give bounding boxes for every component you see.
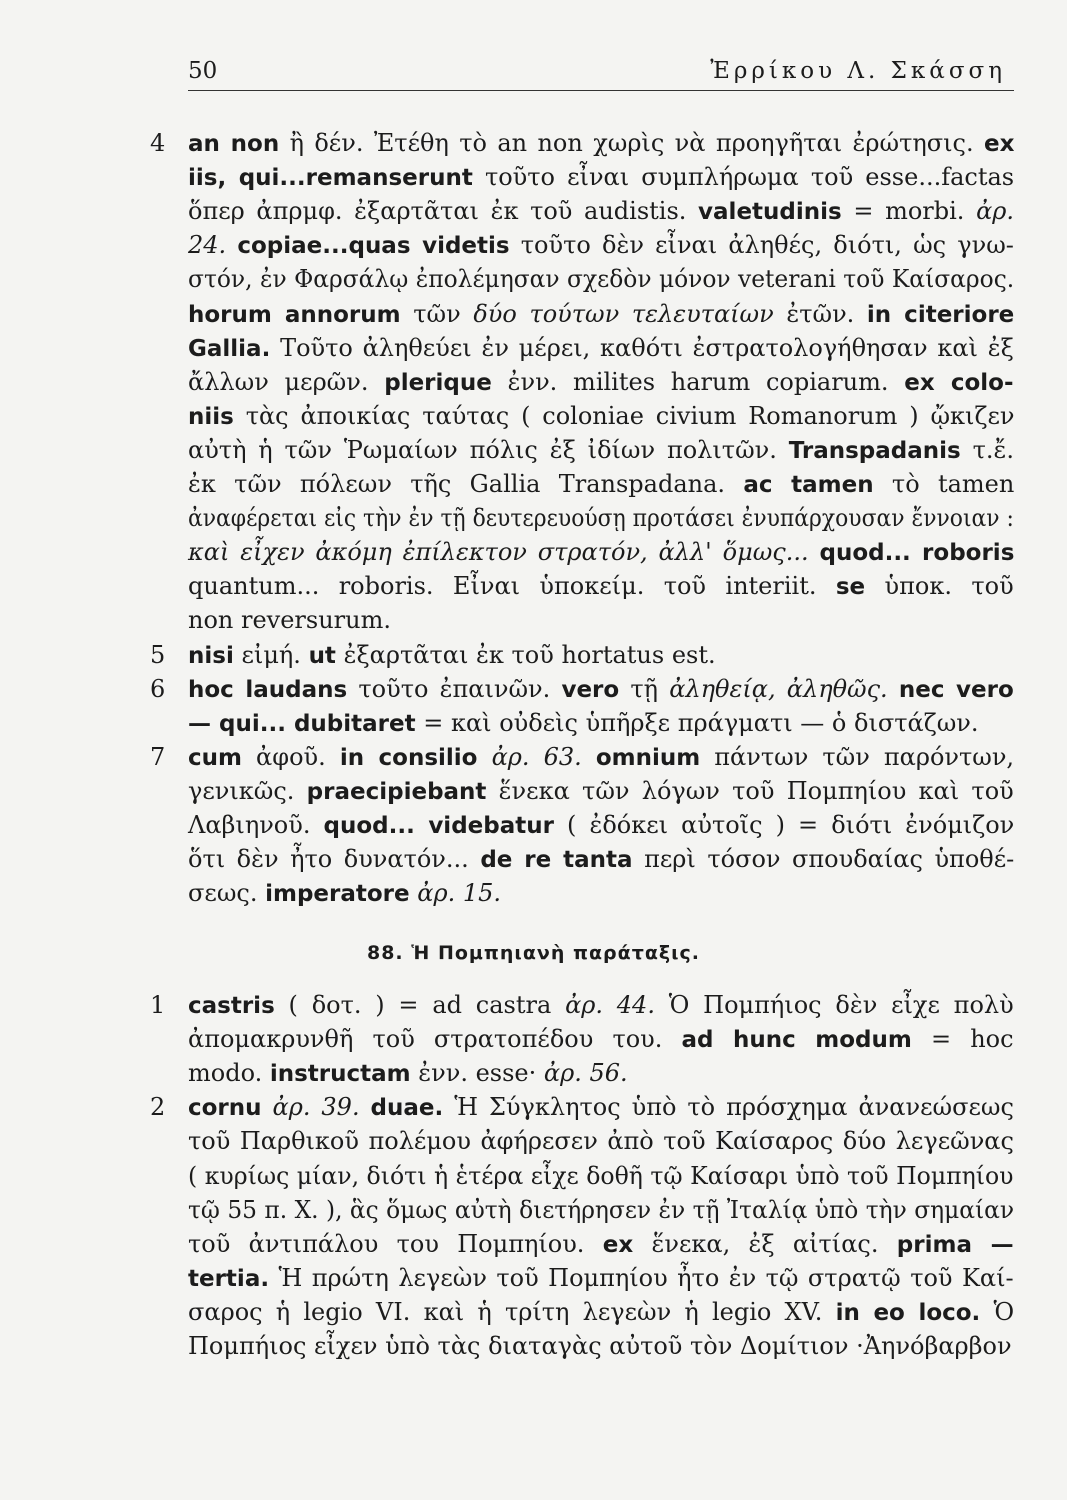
text-line [188, 706, 979, 740]
gloss-text: τῶν [400, 299, 474, 328]
gloss-text: = hoc [911, 1025, 1014, 1054]
gloss-text: ἕνεκα τῶν λόγων τοῦ Πομπηίου καὶ τοῦ [486, 776, 1014, 805]
gloss-text: εἰμή. [233, 640, 309, 669]
gloss-text: τοῦτο ἐπαινῶν. [347, 674, 562, 703]
gloss-text: ἐνν. esse· [410, 1059, 544, 1088]
text-line [188, 1159, 1014, 1193]
text-line [188, 501, 1014, 535]
italic-text: ἀρ. 56. [543, 1059, 628, 1088]
text-line [188, 365, 1014, 399]
latin-lemma: cum [188, 744, 242, 771]
gloss-text: ( δοτ. ) = ad castra [274, 991, 566, 1019]
gloss-text: Ὁ [980, 1297, 1015, 1326]
gloss-text: τ.ἔ. [960, 435, 1014, 464]
gloss-text: τῷ 55 π. Χ. ), ἃς ὅμως αὐτὴ διετήρησεν ἐν τῇ Ἰταλίᾳ ὑπὸ τὴν σημαίαν [188, 1195, 1015, 1224]
gloss-text: τοῦτο δὲν εἶναι ἀληθές, διότι, ὡς γνω- [509, 231, 1014, 260]
text-line [188, 1193, 1014, 1227]
gloss-text: τοῦτο εἶναι συμπλήρωμα τοῦ esse...factas [472, 163, 1015, 192]
text-line [188, 603, 391, 637]
text-line [188, 126, 1014, 160]
text-line [188, 1056, 628, 1090]
latin-lemma: in citeriore [866, 301, 1015, 328]
latin-lemma: horum annorum [188, 301, 401, 328]
latin-lemma: quod... roboris [819, 540, 1015, 567]
italic-text: δύο τούτων τελευταίων [473, 299, 774, 328]
gloss-text [582, 743, 596, 771]
latin-lemma: instructam [269, 1061, 411, 1088]
latin-lemma: duae. [370, 1095, 444, 1122]
text-line [188, 160, 1014, 194]
latin-lemma: imperatore [265, 881, 410, 908]
latin-lemma: tertia. [188, 1265, 270, 1292]
gloss-text: ἀναφέρεται εἰς τὴν ἐν τῇ δευτερευούσῃ προτάσει ἐνυπάρχουσαν ἔννοιαν : [188, 504, 1014, 533]
gloss-text: ἀπομακρυνθῆ τοῦ στρατοπέδου του. [188, 1025, 682, 1054]
latin-lemma: nec vero [898, 676, 1014, 703]
gloss-text: στόν, ἐν Φαρσάλῳ ἐπολέμησαν σχεδὸν μόνον veterani τοῦ Καίσαρος. [188, 265, 1015, 294]
latin-lemma: nisi [188, 642, 234, 669]
italic-text: ἀρ. [976, 197, 1015, 226]
gloss-text: ἄλλων μερῶν. [188, 367, 385, 396]
latin-lemma: — qui... dubitaret [188, 710, 416, 737]
latin-lemma: ad hunc modum [681, 1027, 912, 1054]
latin-lemma: cornu [188, 1095, 262, 1122]
section-heading: 88. Ἡ Πομπηιανὴ παράταξις. [366, 942, 700, 964]
latin-lemma: Transpadanis [788, 437, 961, 464]
text-line [188, 638, 716, 672]
gloss-text: ἐκ τῶν πόλεων τῆς Gallia Transpadana. [188, 470, 744, 498]
gloss-text: quantum... roboris. Εἶναι ὑποκείμ. τοῦ interiit. [188, 572, 836, 601]
gloss-text: = καὶ οὐδεὶς ὑπῆρξε πράγματι — ὁ διστάζων. [415, 708, 979, 737]
latin-lemma: castris [188, 993, 275, 1019]
note-number: 5 [150, 640, 166, 669]
text-line [188, 808, 1014, 842]
note-number: 4 [150, 129, 166, 157]
latin-lemma: hoc laudans [188, 676, 348, 703]
italic-text: ἀληθείᾳ, ἀληθῶς. [669, 674, 888, 703]
gloss-text: αὐτὴ ἡ τῶν Ῥωμαίων πόλις ἐξ ἰδίων πολιτῶν. [188, 435, 789, 464]
gloss-text: σαρος ἡ legio VI. καὶ ἡ τρίτη λεγεὼν ἡ legio XV. [188, 1297, 836, 1326]
italic-text: 24. [188, 231, 238, 260]
latin-lemma: valetudinis [698, 199, 842, 226]
gloss-text [477, 743, 491, 771]
text-line [188, 569, 1014, 603]
latin-lemma: Gallia. [188, 335, 271, 362]
latin-lemma: ex [602, 1231, 634, 1258]
gloss-text: περὶ τόσον σπουδαίας ὑποθέ- [632, 845, 1015, 874]
italic-text: ἀρ. 15. [417, 879, 501, 908]
gloss-text: σεως. [188, 879, 266, 908]
text-line [188, 876, 501, 910]
text-line [188, 194, 1014, 228]
running-title: Ἐρρίκου Λ. Σκάσση [710, 58, 1006, 84]
latin-lemma: in consilio [339, 744, 478, 771]
gloss-text: ἐνν. milites harum copiarum. [491, 367, 905, 396]
gloss-text: modo. [188, 1059, 270, 1088]
text-line [188, 774, 1014, 808]
latin-lemma: ac tamen [743, 472, 874, 498]
text-line [188, 262, 1014, 296]
text-line [188, 1261, 1014, 1295]
text-line [188, 672, 1014, 706]
latin-lemma: niis [188, 403, 234, 430]
gloss-text: ἀφοῦ. [241, 742, 340, 771]
latin-lemma: se [835, 574, 866, 601]
gloss-text: ὑποκ. τοῦ [865, 572, 1014, 601]
text-line [188, 1124, 1014, 1158]
text-line [188, 331, 1014, 365]
italic-text: ἀρ. 39. [272, 1093, 360, 1122]
latin-lemma: in eo loco. [835, 1299, 981, 1326]
text-line [188, 399, 1014, 433]
latin-lemma: ex [984, 131, 1015, 157]
gloss-text: ἐξαρτᾶται ἐκ τοῦ hortatus est. [335, 640, 716, 669]
gloss-text: Ἡ Σύγκλητος ὑπὸ τὸ πρόσχημα ἀνανεώσεως [443, 1093, 1014, 1122]
text-line [188, 1295, 1014, 1329]
gloss-text: ( κυρίως μίαν, διότι ἡ ἑτέρα εἶχε δοθῆ τῷ Καίσαρι ὑπὸ τοῦ Πομπηίου [188, 1161, 1014, 1190]
text-line [188, 535, 1014, 569]
text-line [188, 988, 1014, 1022]
gloss-text: Ὁ Πομπήιος δὲν εἶχε πολὺ [654, 991, 1014, 1019]
gloss-text: τῇ [619, 674, 670, 703]
latin-lemma: iis, qui...remanserunt [188, 165, 473, 192]
gloss-text: ὅτι δὲν ἦτο δυνατόν... [188, 845, 481, 874]
gloss-text: ὅπερ ἀπρμφ. ἐξαρτᾶται ἐκ τοῦ audistis. [188, 197, 699, 226]
gloss-text: ( ἐδόκει αὐτοῖς ) = διότι ἐνόμιζον [553, 811, 1015, 839]
gloss-text: τὸ tamen [873, 470, 1015, 498]
italic-text: καὶ εἶχεν ἀκόμη ἐπίλεκτον στρατόν, ἀλλ' ὅμως... [188, 538, 820, 567]
note-number: 6 [150, 674, 166, 703]
latin-lemma: prima — [896, 1231, 1014, 1258]
gloss-text: Τοῦτο ἀληθεύει ἐν μέρει, καθότι ἐστρατολογήθησαν καὶ ἐξ [270, 333, 1014, 362]
page-header [188, 56, 1014, 91]
latin-lemma: vero [561, 676, 620, 703]
gloss-text: non reversurum. [188, 606, 391, 635]
text-line [188, 1090, 1014, 1124]
text-line [188, 433, 1014, 467]
text-line [188, 1227, 1014, 1261]
note-number: 7 [150, 742, 166, 771]
text-line [188, 740, 1014, 774]
latin-lemma: an non [188, 131, 280, 157]
latin-lemma: copiae...quas videtis [237, 233, 510, 260]
latin-lemma: omnium [595, 744, 701, 771]
latin-lemma: ut [308, 642, 336, 669]
gloss-text: ἕνεκα, ἐξ αἰτίας. [633, 1229, 897, 1258]
gloss-text: γενικῶς. [188, 776, 307, 805]
gloss-text: Ἡ πρώτη λεγεὼν τοῦ Πομπηίου ἦτο ἐν τῷ στρατῷ τοῦ Καί- [269, 1263, 1014, 1292]
gloss-text: ἐτῶν. [773, 299, 867, 328]
text-line [188, 842, 1014, 876]
latin-lemma: quod... videbatur [323, 813, 554, 839]
gloss-text [360, 1093, 371, 1121]
latin-lemma: de re tanta [480, 847, 633, 874]
gloss-text: τοῦ ἀντιπάλου του Πομπηίου. [188, 1229, 603, 1258]
note-number: 2 [150, 1093, 166, 1122]
gloss-text [888, 675, 899, 703]
gloss-text: ἢ δέν. Ἐτέθη τὸ an non χωρὶς νὰ προηγῆται ἐρώτησις. [279, 129, 984, 157]
text-line [188, 1022, 1014, 1056]
page-number: 50 [188, 58, 218, 84]
text-line [188, 228, 1014, 262]
italic-text: ἀρ. 63. [491, 742, 582, 771]
text-line [188, 1329, 1012, 1363]
gloss-text [262, 1093, 273, 1121]
gloss-text: = morbi. [841, 197, 977, 226]
gloss-text: τὰς ἀποικίας ταύτας ( coloniae civium Romanorum ) ᾤκιζεν [233, 401, 1015, 430]
gloss-text: τοῦ Παρθικοῦ πολέμου ἀφήρεσεν ἀπὸ τοῦ Καίσαρος δύο λεγεῶνας [188, 1127, 1014, 1156]
latin-lemma: ex colo- [904, 369, 1014, 396]
gloss-text: Λαβιηνοῦ. [188, 811, 324, 839]
gloss-text: Πομπήιος εἶχεν ὑπὸ τὰς διαταγὰς αὐτοῦ τὸν Δομίτιον ·Ἀηνόβαρβον [188, 1332, 1012, 1360]
note-number: 1 [150, 991, 166, 1019]
italic-text: ἀρ. 44. [565, 991, 655, 1019]
gloss-text: πάντων τῶν παρόντων, [700, 742, 1015, 771]
latin-lemma: plerique [384, 369, 492, 396]
text-line [188, 297, 1014, 331]
latin-lemma: praecipiebant [306, 778, 487, 805]
text-line [188, 467, 1014, 501]
